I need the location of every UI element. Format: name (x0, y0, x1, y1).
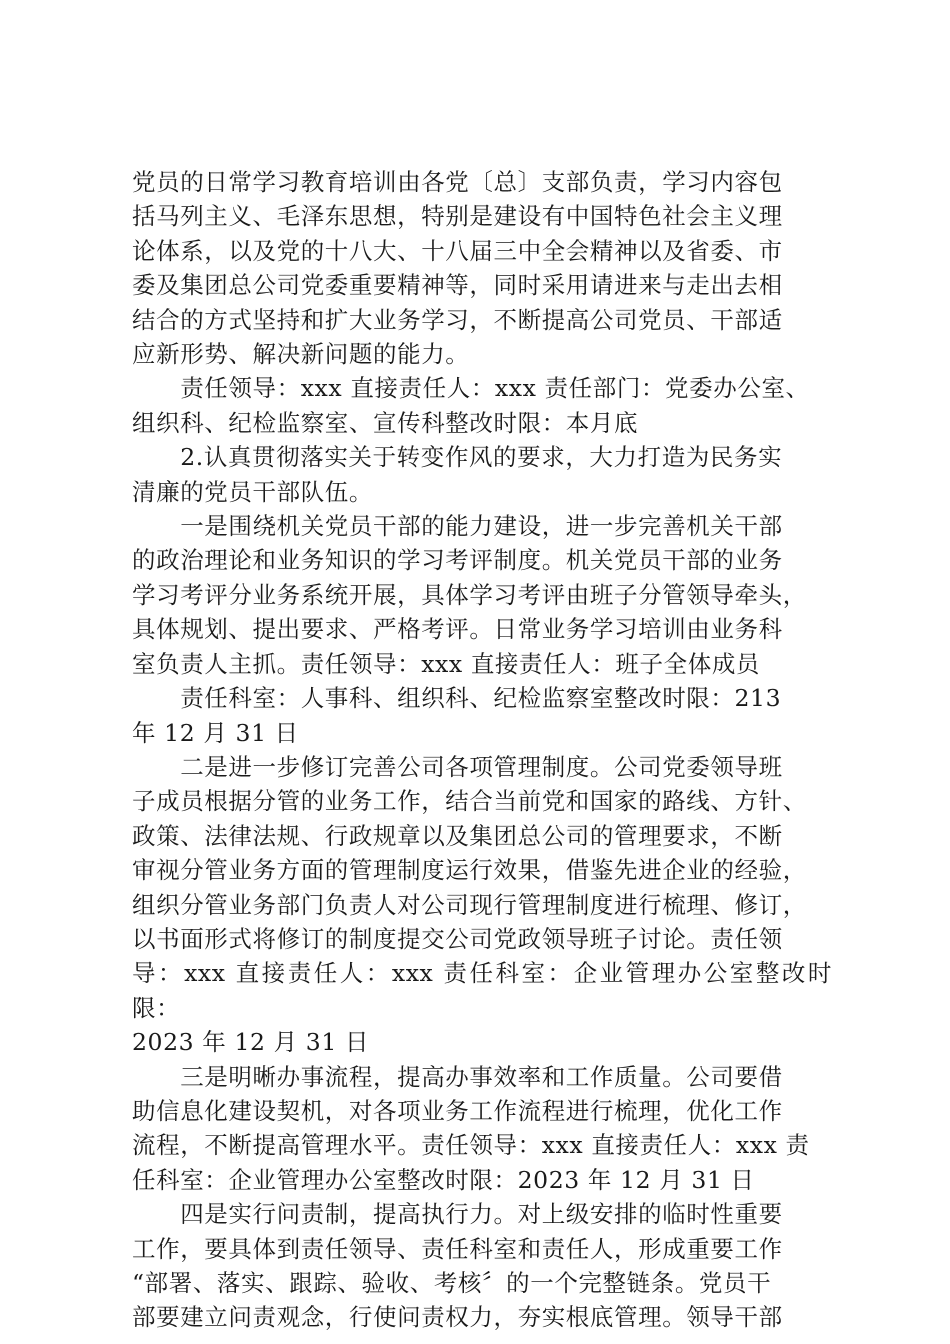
paragraph-point-one: 一是围绕机关党员干部的能力建设，进一步完善机关干部 的政治理论和业务知识的学习考评制度。机关党员干部的业务 学习考评分业务系统开展，具体学习考评由班子分管领导牵头， 具体规划、提出要求、严格考评。日常业务学习培训由业务科 室负责人主抓。责任领导：xxx 直接责任人：班子全体成员 (132, 512, 807, 678)
paragraph-point-four: 四是实行问责制，提高执行力。对上级安排的临时性重要 工作，要具体到责任领导、责任科室和责任人，形成重要工作 “部署、落实、跟踪、验收、考核〞的一个完整链条。党员干 部要建立问责观念，行使问责权力，夯实根底管理。领导干部 (132, 1200, 783, 1332)
paragraph-responsibility-2: 责任科室：人事科、组织科、纪检监察室整改时限：213 年 12 月 31 日 (132, 684, 782, 747)
document-body (132, 165, 832, 1335)
paragraph-point-two: 二是进一步修订完善公司各项管理制度。公司党委领导班 子成员根据分管的业务工作，结合当前党和国家的路线、方针、 政策、法律法规、行政规章以及集团总公司的管理要求，不断 审视分管业务方面的管理制度运行效果，借鉴先进企业的经验， 组织分管业务部门负责人对公司现行管理制度进行梳理、修订， 以书面形式将修订的制度提交公司党政领导班子讨论。责任领 导：xxx 直接责任人：xxx 责任科室：企业管理办公室整改时限： 2023 年 12 月 31 日 (132, 752, 832, 1057)
paragraph-point-three: 三是明晰办事流程，提高办事效率和工作质量。公司要借 助信息化建设契机，对各项业务工作流程进行梳理，优化工作 流程，不断提高管理水平。责任领导：xxx 直接责任人：xxx 责 任科室：企业管理办公室整改时限：2023 年 12 月 31 日 (132, 1062, 810, 1194)
paragraph-responsibility-1: 责任领导：xxx 直接责任人：xxx 责任部门：党委办公室、 组织科、纪检监察室、宣传科整改时限：本月底 (132, 374, 810, 437)
paragraph-item-2-heading: 2.认真贯彻落实关于转变作风的要求，大力打造为民务实 清廉的党员干部队伍。 (132, 443, 783, 506)
paragraph-study-content: 党员的日常学习教育培训由各党〔总〕支部负责，学习内容包 括马列主义、毛泽东思想，特别是建设有中国特色社会主义理 论体系，以及党的十八大、十八届三中全会精神以及省委、市 委及集团总公司党委重要精神等，同时采用请进来与走出去相 结合的方式坚持和扩大业务学习，不断提高公司党员、干部适 应新形势、解决新问题的能力。 (132, 168, 783, 369)
